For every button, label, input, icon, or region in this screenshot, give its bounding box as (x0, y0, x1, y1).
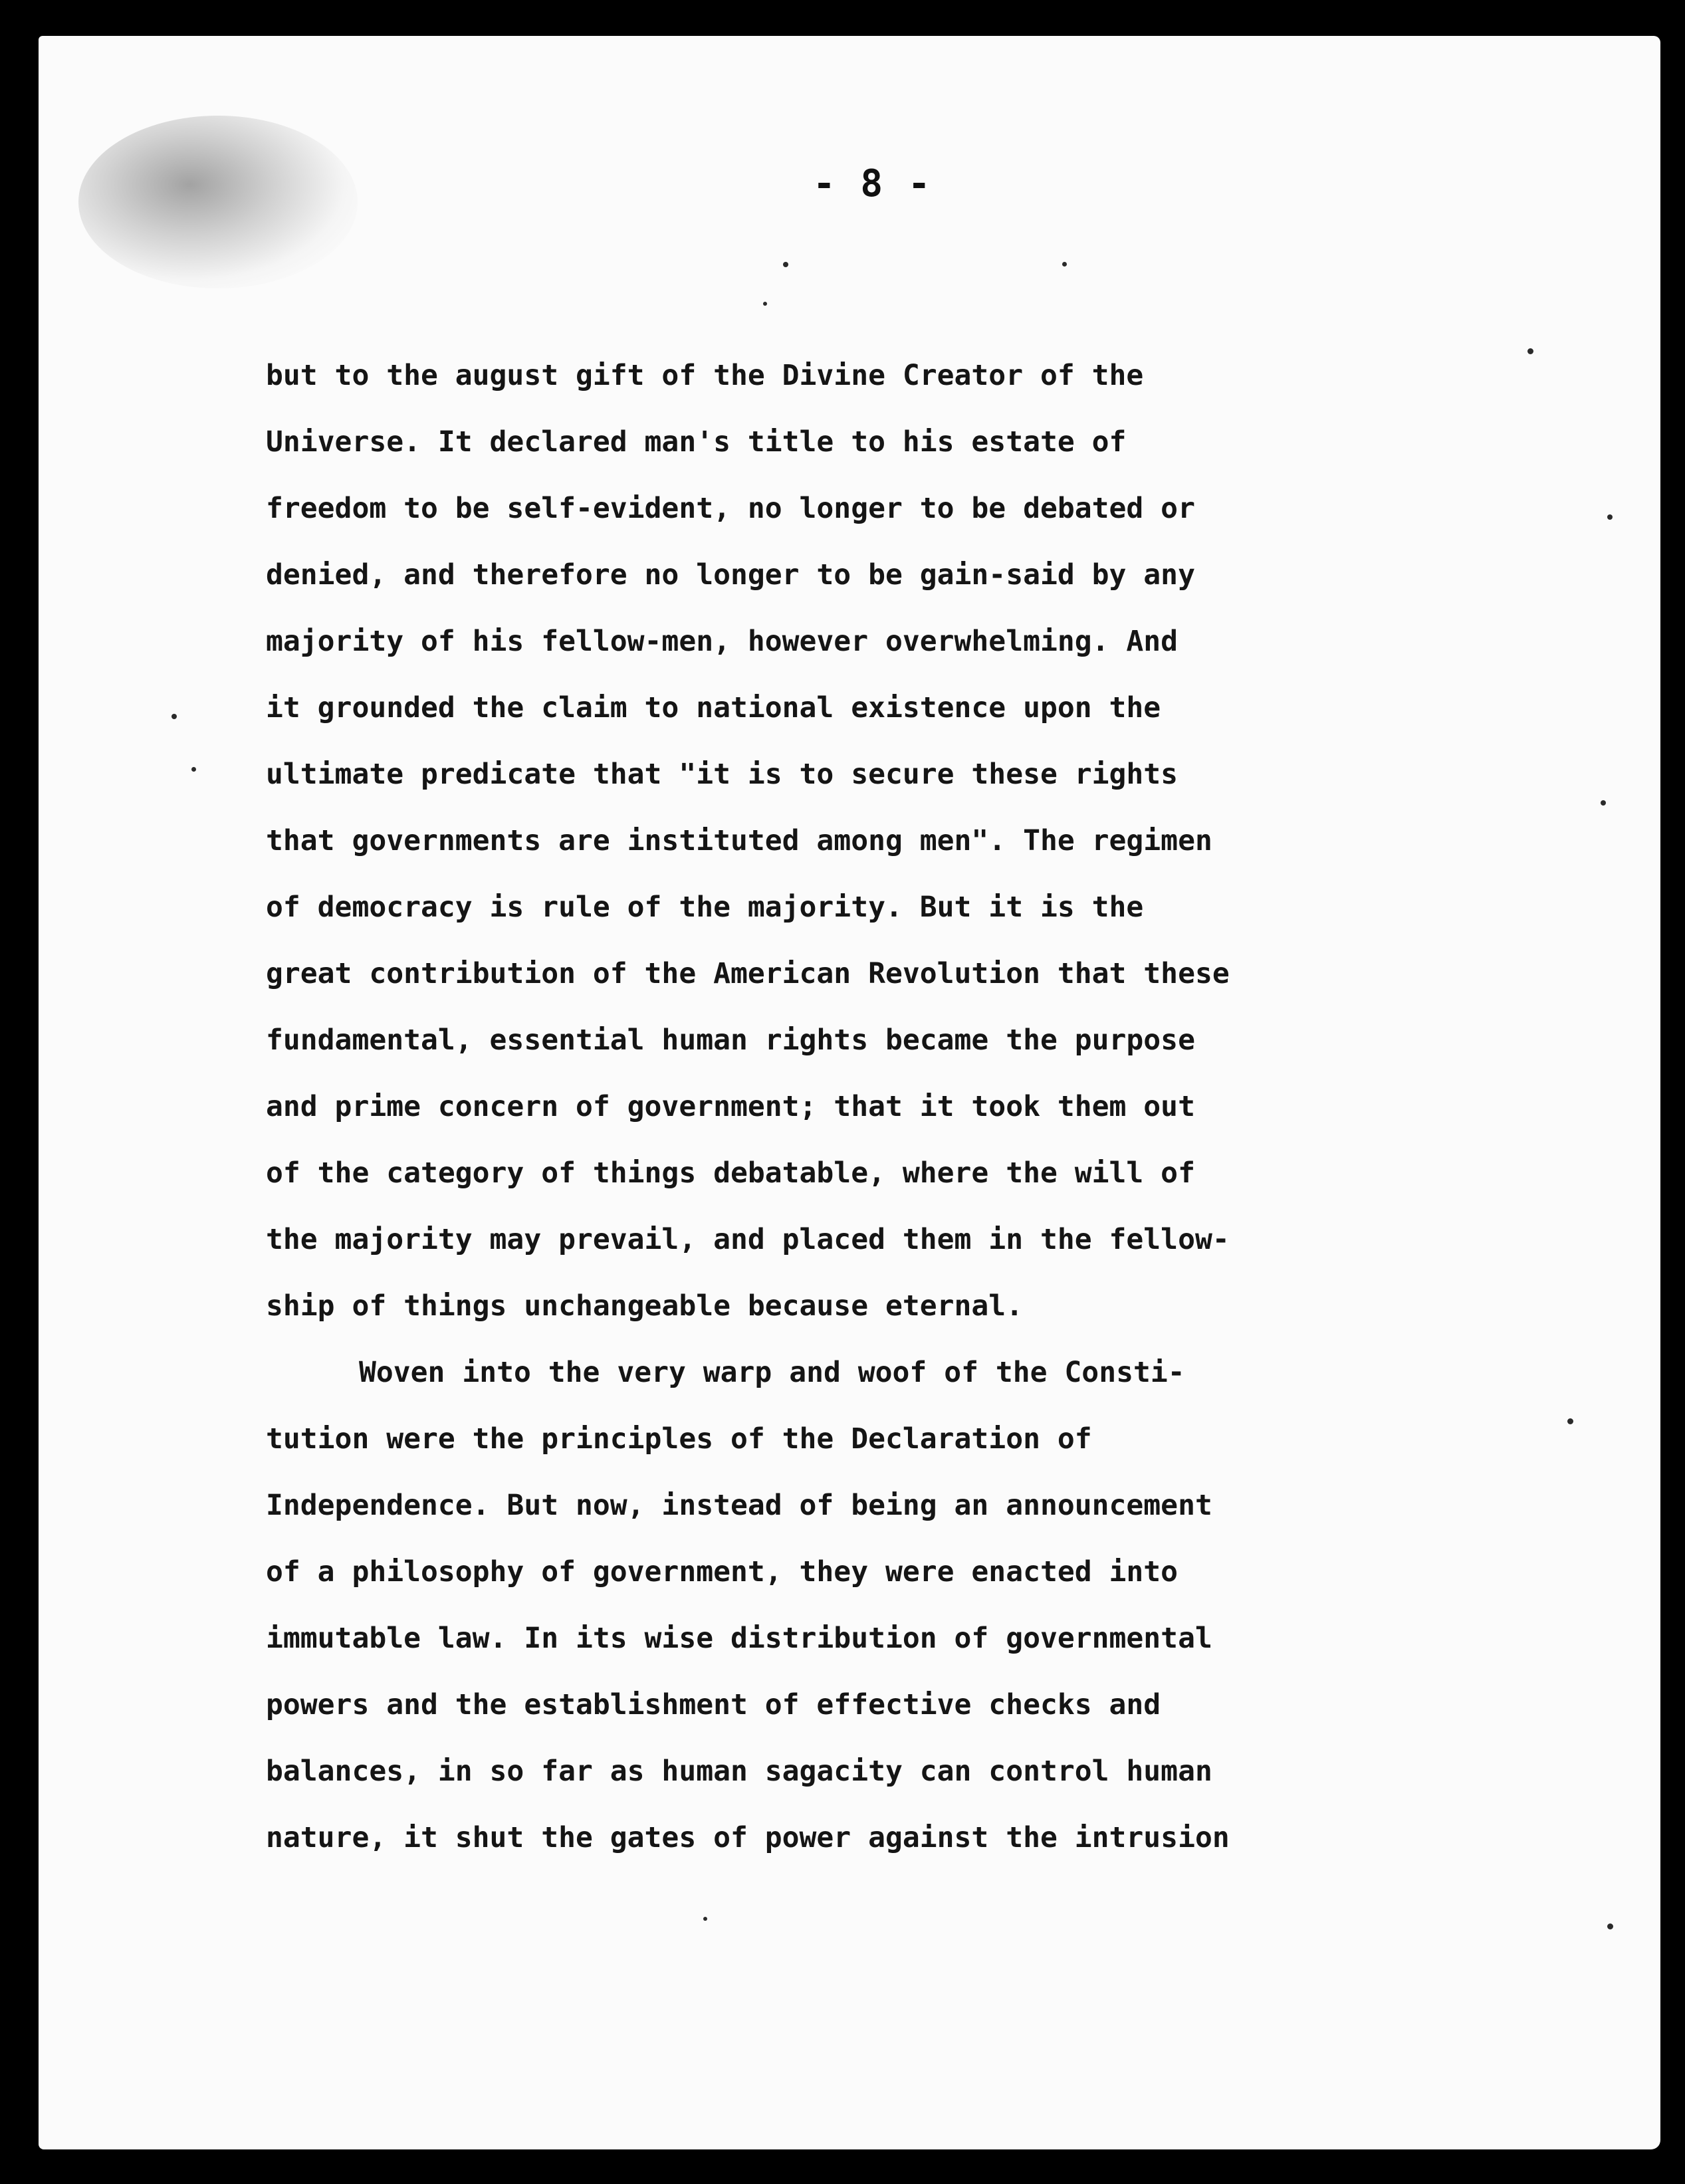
text-line: Woven into the very warp and woof of the Consti- (359, 1356, 1185, 1389)
text-line: and prime concern of government; that it took them out (266, 1090, 1195, 1123)
text-line: Universe. It declared man's title to his estate of (266, 425, 1127, 459)
text-line: of democracy is rule of the majority. But it is the (266, 891, 1144, 924)
text-line: freedom to be self-evident, no longer to be debated or (266, 492, 1195, 525)
text-line: tution were the principles of the Declaration of (266, 1422, 1092, 1456)
speck (191, 767, 196, 772)
speck (1601, 800, 1606, 806)
text-line: of a philosophy of government, they were enacted into (266, 1555, 1179, 1588)
speck (763, 302, 767, 306)
text-line: that governments are instituted among men". The regimen (266, 824, 1212, 857)
text-line: but to the august gift of the Divine Creator of the (266, 359, 1144, 392)
text-line: powers and the establishment of effective checks and (266, 1688, 1161, 1721)
text-line: the majority may prevail, and placed them in the fellow- (266, 1223, 1230, 1256)
text-line: of the category of things debatable, where the will of (266, 1156, 1195, 1190)
page-number: - 8 - (813, 162, 932, 205)
speck (1607, 1923, 1613, 1929)
text-line: ship of things unchangeable because eternal. (266, 1289, 1024, 1323)
text-line: great contribution of the American Revolution that these (266, 957, 1230, 990)
ink-smudge (78, 116, 358, 288)
text-line: it grounded the claim to national existence upon the (266, 691, 1161, 724)
speck (171, 714, 177, 719)
speck (703, 1917, 707, 1921)
text-line: balances, in so far as human sagacity can control human (266, 1755, 1212, 1788)
text-line: ultimate predicate that "it is to secure these rights (266, 758, 1179, 791)
text-line: majority of his fellow-men, however overwhelming. And (266, 625, 1179, 658)
text-line: Independence. But now, instead of being an announcement (266, 1489, 1212, 1522)
speck (1567, 1418, 1573, 1424)
speck (1527, 348, 1533, 354)
text-line: fundamental, essential human rights became the purpose (266, 1024, 1195, 1057)
speck (783, 262, 788, 267)
speck (1062, 262, 1067, 267)
text-line: nature, it shut the gates of power against the intrusion (266, 1821, 1230, 1854)
text-line: immutable law. In its wise distribution of governmental (266, 1622, 1212, 1655)
speck (1607, 514, 1613, 520)
text-line: denied, and therefore no longer to be gain-said by any (266, 558, 1195, 592)
